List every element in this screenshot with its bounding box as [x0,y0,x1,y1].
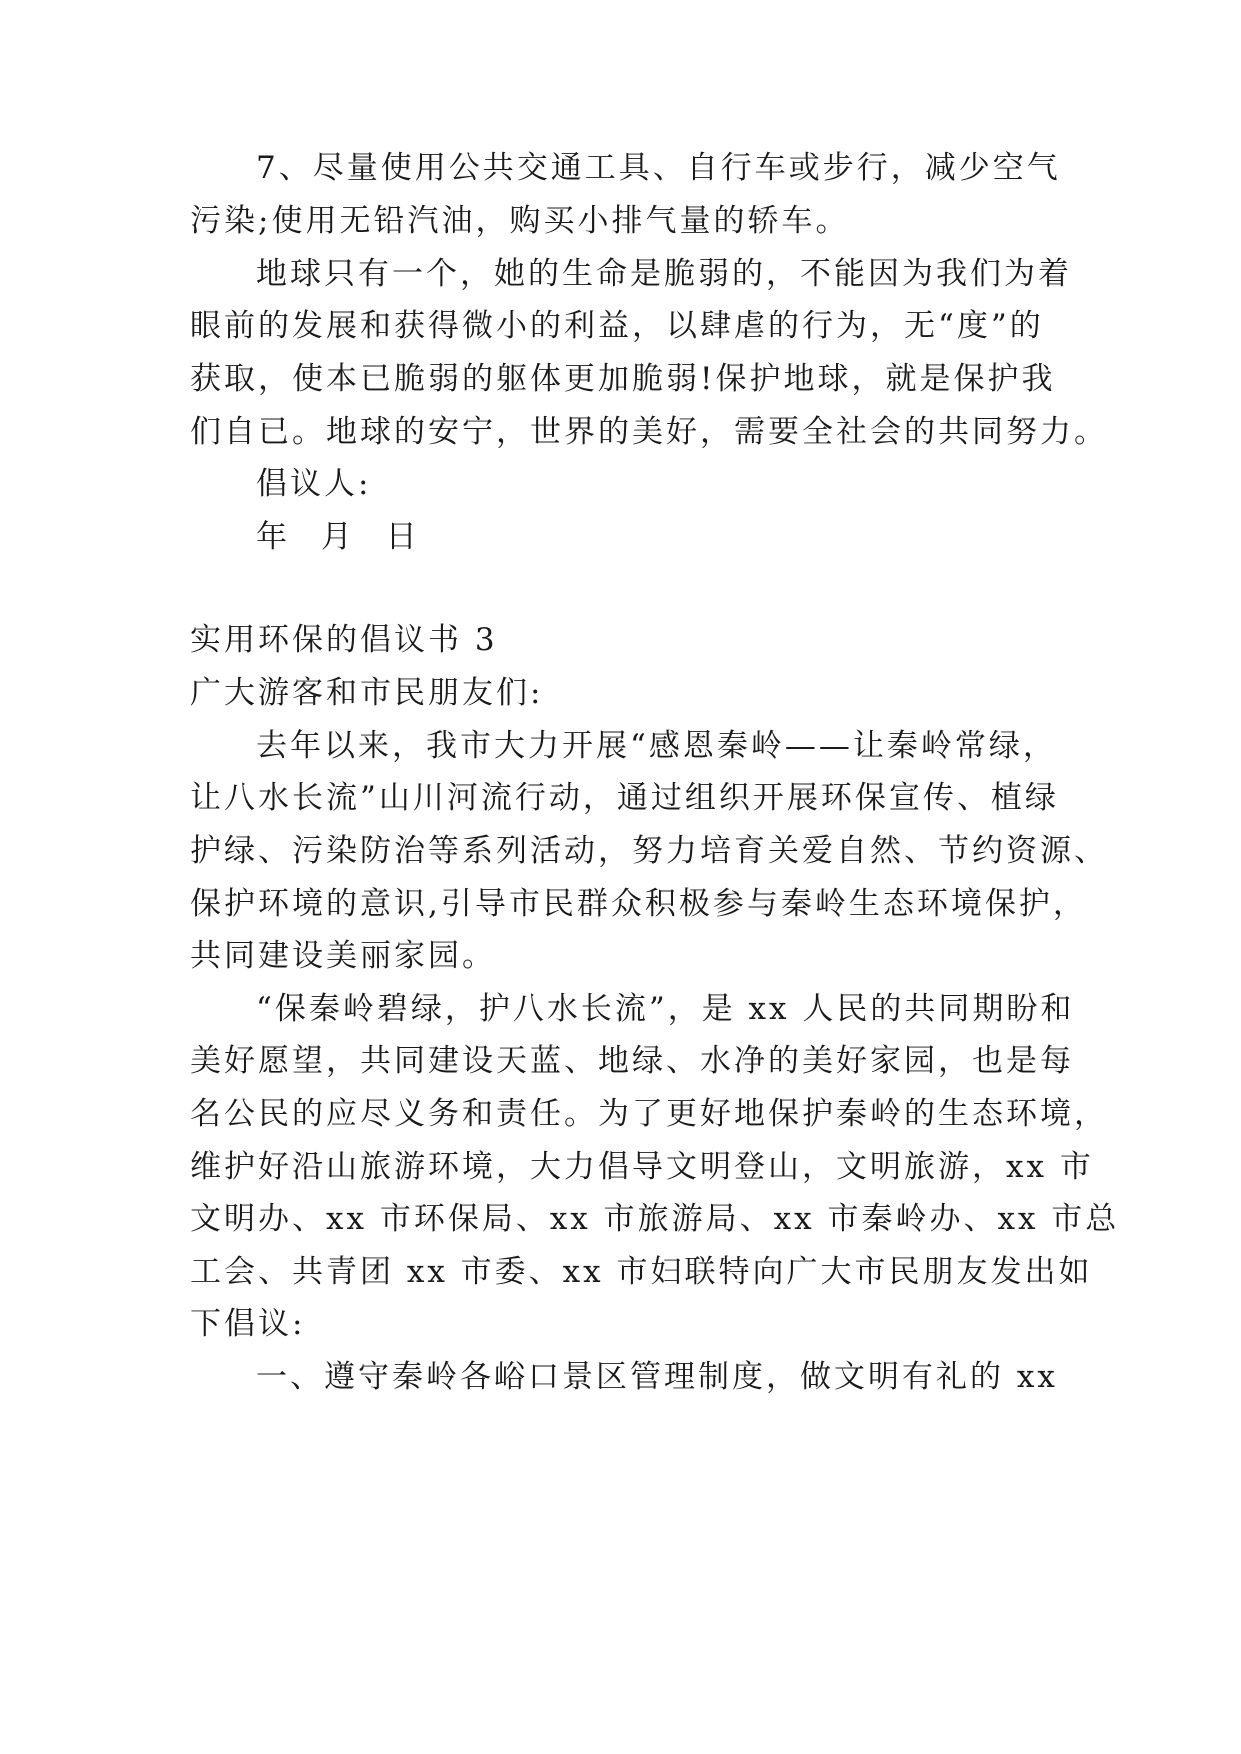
salutation: 广大游客和市民朋友们: [190,675,544,711]
para1-line-5: 共同建设美丽家园。 [190,938,496,974]
section-3-title: 实用环保的倡议书 3 [190,622,498,658]
closing-line-4: 们自已。地球的安宁，世界的美好，需要全社会的共同努力。 [190,414,1108,450]
closing-line-2: 眼前的发展和获得微小的利益，以肆虐的行为，无“度”的 [190,308,1044,344]
item-7-line-2: 污染;使用无铅汽油，购买小排气量的轿车。 [190,203,850,239]
para2-line-5: 文明办、xx 市环保局、xx 市旅游局、xx 市秦岭办、xx 市总 [190,1201,1120,1237]
signer-label: 倡议人: [256,466,372,502]
para2-line-6: 工会、共青团 xx 市委、xx 市妇联特向广大市民朋友发出如 [190,1254,1093,1290]
para1-line-4: 保护环境的意识,引导市民群众积极参与秦岭生态环境保护， [190,886,1087,922]
closing-line-1: 地球只有一个，她的生命是脆弱的，不能因为我们为着 [256,256,1072,292]
para1-line-3: 护绿、污染防治等系列活动，努力培育关爱自然、节约资源、 [190,833,1108,869]
para2-line-4: 维护好沿山旅游环境，大力倡导文明登山，文明旅游，xx 市 [190,1149,1094,1185]
date-placeholder: 年 月 日 [256,519,429,555]
closing-line-3: 获取，使本已脆弱的躯体更加脆弱!保护地球，就是保护我 [190,361,1056,397]
para2-line-2: 美好愿望，共同建设天蓝、地绿、水净的美好家园，也是每 [190,1043,1074,1079]
para2-line-1: “保秦岭碧绿，护八水长流”，是 xx 人民的共同期盼和 [256,991,1075,1027]
item-1-line-1: 一、遵守秦岭各峪口景区管理制度，做文明有礼的 xx [256,1359,1058,1395]
para1-line-2: 让八水长流”山川河流行动，通过组织开展环保宣传、植绿 [190,780,1059,816]
para2-line-7: 下倡议: [190,1306,306,1342]
item-7-line-1: 7、尽量使用公共交通工具、自行车或步行，减少空气 [256,150,1061,186]
para1-line-1: 去年以来，我市大力开展“感恩秦岭——让秦岭常绿， [256,728,1057,764]
para2-line-3: 名公民的应尽义务和责任。为了更好地保护秦岭的生态环境， [190,1096,1108,1132]
